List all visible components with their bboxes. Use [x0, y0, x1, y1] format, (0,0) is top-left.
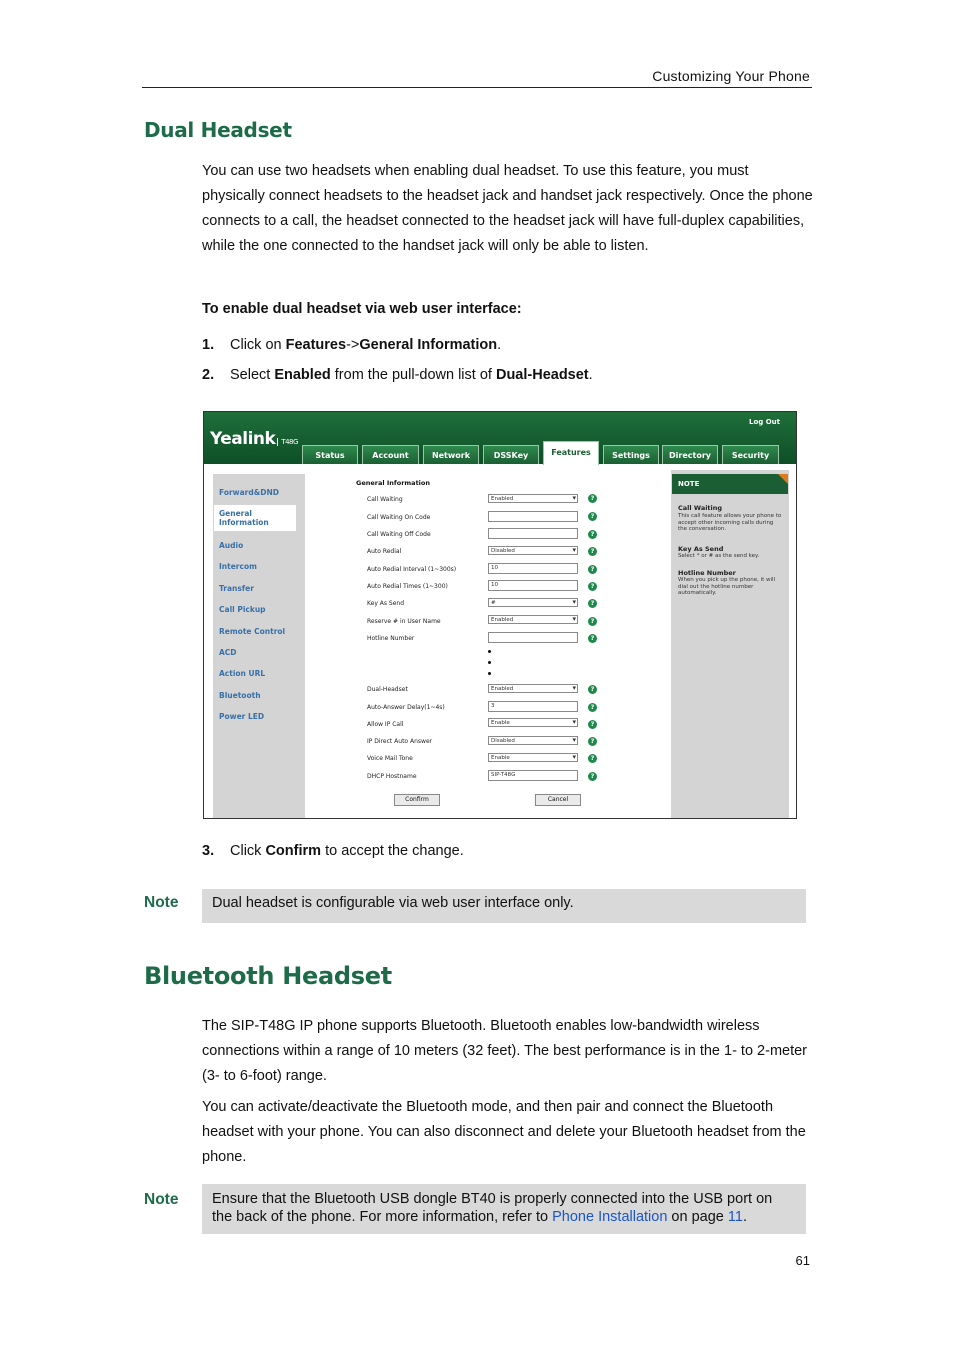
- step-text: Click on: [230, 337, 286, 353]
- header-rule: [142, 87, 812, 88]
- field-label: Key As Send: [367, 600, 405, 607]
- call-waiting-on-code-input[interactable]: [488, 511, 578, 522]
- ellipsis-dot: [488, 661, 491, 664]
- step-text: .: [497, 337, 502, 353]
- ip-direct-auto-answer-select[interactable]: Disabled ▾: [488, 736, 578, 745]
- reserve-hash-select[interactable]: Enabled ▾: [488, 615, 578, 624]
- note-item-text: Select * or # as the send key.: [678, 553, 760, 559]
- hotline-number-input[interactable]: [488, 632, 578, 643]
- phone-installation-link[interactable]: Phone Installation: [552, 1209, 668, 1225]
- help-icon[interactable]: ?: [588, 703, 597, 712]
- note-panel-header: NOTE: [672, 474, 788, 494]
- sidebar-item-audio[interactable]: Audio: [219, 541, 244, 550]
- confirm-button[interactable]: Confirm: [394, 794, 440, 806]
- note-corner-fold: [778, 474, 788, 484]
- field-label: IP Direct Auto Answer: [367, 738, 433, 745]
- note-text: .: [742, 1209, 747, 1225]
- field-label: Hotline Number: [367, 635, 415, 642]
- sidebar-item-transfer[interactable]: Transfer: [219, 584, 254, 593]
- field-label: Dual-Headset: [367, 686, 408, 693]
- page-number: 61: [795, 1253, 810, 1268]
- note-item-text: This call feature allows your phone to accept other incoming calls during the conversation.: [678, 513, 782, 532]
- running-header: Customizing Your Phone: [652, 68, 810, 84]
- help-icon[interactable]: ?: [588, 720, 597, 729]
- step-text: Select: [230, 367, 275, 383]
- sidebar-item-bluetooth[interactable]: Bluetooth: [219, 691, 261, 700]
- help-icon[interactable]: ?: [588, 685, 597, 694]
- step-bold-text: Enabled: [274, 367, 331, 383]
- auto-answer-delay-input[interactable]: 3: [488, 701, 578, 712]
- sidebar-item-general-information[interactable]: General Information: [219, 509, 269, 527]
- step-text: .: [588, 367, 593, 383]
- field-label: Allow IP Call: [367, 721, 404, 728]
- help-icon[interactable]: ?: [588, 530, 597, 539]
- step-bold-text: Dual-Headset: [495, 367, 589, 383]
- step-text: ->: [346, 337, 360, 353]
- call-waiting-select[interactable]: Enabled ▾: [488, 494, 578, 503]
- auto-redial-times-input[interactable]: 10: [488, 580, 578, 591]
- sidebar-item-remote-control[interactable]: Remote Control: [219, 627, 286, 636]
- tab-security[interactable]: Security: [722, 445, 779, 464]
- bluetooth-paragraph-2: You can activate/deactivate the Bluetooth mode, and then pair and connect the Bluetooth headset with your phone. You can also disconnect and delete your Bluetooth headset from the phone.: [202, 1099, 806, 1165]
- step-2: [202, 367, 593, 383]
- tab-network[interactable]: Network: [423, 445, 479, 464]
- content-section-title: General Information: [356, 479, 430, 487]
- field-label: Call Waiting Off Code: [367, 531, 431, 538]
- field-label: Auto Redial: [367, 548, 402, 555]
- note-label: Note: [144, 1191, 179, 1208]
- help-icon[interactable]: ?: [588, 634, 597, 643]
- ellipsis-dot: [488, 650, 491, 653]
- sidebar-item-action-url[interactable]: Action URL: [219, 669, 266, 678]
- sidebar-item-acd[interactable]: ACD: [219, 648, 237, 657]
- help-icon[interactable]: ?: [588, 547, 597, 556]
- step-number: 3.: [202, 843, 215, 859]
- tab-dsskey[interactable]: DSSKey: [483, 445, 539, 464]
- field-label: Auto Redial Times (1~300): [367, 583, 448, 590]
- help-icon[interactable]: ?: [588, 494, 597, 503]
- web-ui-content: [305, 470, 667, 818]
- step-bold-text: Confirm: [265, 843, 322, 859]
- cancel-button[interactable]: Cancel: [535, 794, 581, 806]
- help-icon[interactable]: ?: [588, 617, 597, 626]
- step-text: Click: [230, 843, 266, 859]
- tab-settings[interactable]: Settings: [603, 445, 659, 464]
- step-3: [202, 843, 464, 859]
- logout-link[interactable]: Log Out: [749, 418, 780, 426]
- note-text: on page: [667, 1209, 728, 1225]
- note-item-title: Hotline Number: [678, 569, 736, 577]
- logo-model: T48G: [277, 438, 298, 446]
- help-icon[interactable]: ?: [588, 772, 597, 781]
- field-label: DHCP Hostname: [367, 773, 417, 780]
- section-title-bluetooth-headset: Bluetooth Headset: [144, 962, 392, 990]
- note-item-title: Key As Send: [678, 545, 724, 553]
- field-label: Reserve # in User Name: [367, 618, 441, 625]
- step-text: from the pull-down list of: [330, 367, 496, 383]
- help-icon[interactable]: ?: [588, 737, 597, 746]
- yealink-logo: [210, 429, 298, 449]
- note-label: Note: [144, 894, 179, 911]
- sidebar-item-forward-dnd[interactable]: Forward&DND: [219, 488, 279, 497]
- note-item-text: When you pick up the phone, it will dial out the hotline number automatically.: [678, 577, 776, 596]
- call-waiting-off-code-input[interactable]: [488, 528, 578, 539]
- auto-redial-interval-input[interactable]: 10: [488, 563, 578, 574]
- sidebar-item-power-led[interactable]: Power LED: [219, 712, 265, 721]
- sidebar-item-intercom[interactable]: Intercom: [219, 562, 257, 571]
- sidebar-item-call-pickup[interactable]: Call Pickup: [219, 605, 266, 614]
- note-box: [202, 889, 806, 923]
- field-label: Call Waiting: [367, 496, 403, 503]
- field-label: Voice Mail Tone: [367, 755, 413, 762]
- note-item-title: Call Waiting: [678, 504, 723, 512]
- step-number: 1.: [202, 337, 215, 353]
- help-icon[interactable]: ?: [588, 582, 597, 591]
- tab-features[interactable]: Features: [543, 441, 599, 465]
- logo-text: Yealink: [210, 429, 276, 449]
- help-icon[interactable]: ?: [588, 565, 597, 574]
- key-as-send-select[interactable]: # ▾: [488, 598, 578, 607]
- section-title-dual-headset: Dual Headset: [144, 118, 292, 142]
- step-bold-text: General Information: [359, 337, 498, 353]
- page-11-link[interactable]: 11: [727, 1209, 743, 1225]
- help-icon[interactable]: ?: [588, 512, 597, 521]
- note-text: Ensure that the Bluetooth USB dongle BT40 is properly connected into the USB port on the back of the phone. For more information, refer to: [212, 1191, 773, 1225]
- web-ui-screenshot: [203, 411, 797, 819]
- help-icon[interactable]: ?: [588, 754, 597, 763]
- ellipsis-dot: [488, 672, 491, 675]
- dual-headset-paragraph: You can use two headsets when enabling dual headset. To use this feature, you must physically connect headsets to the headset jack and handset jack respectively. Once the phone connects to a call, the headset connected to the headset jack will have full-duplex capabilities, while the one connected to the handset jack will only be able to listen.: [202, 163, 813, 254]
- tab-status[interactable]: Status: [302, 445, 358, 464]
- auto-redial-select[interactable]: Disabled ▾: [488, 546, 578, 555]
- allow-ip-call-select[interactable]: Enable ▾: [488, 718, 578, 727]
- bluetooth-paragraph-1: The SIP-T48G IP phone supports Bluetooth. Bluetooth enables low-bandwidth wireless connections within a range of 10 meters (32 feet). The best performance is in the 1- to 2-meter (3- to 6-foot) range.: [202, 1018, 808, 1084]
- tab-directory[interactable]: Directory: [662, 445, 718, 464]
- field-label: Auto Redial Interval (1~300s): [367, 566, 457, 573]
- step-bold-text: Features: [285, 337, 347, 353]
- tab-account[interactable]: Account: [362, 445, 419, 464]
- field-label: Auto-Answer Delay(1~4s): [367, 704, 445, 711]
- note-text: Dual headset is configurable via web user interface only.: [212, 895, 574, 911]
- field-label: Call Waiting On Code: [367, 514, 431, 521]
- step-text: to accept the change.: [321, 843, 464, 859]
- help-icon[interactable]: ?: [588, 599, 597, 608]
- voice-mail-tone-select[interactable]: Enable ▾: [488, 753, 578, 762]
- step-number: 2.: [202, 367, 215, 383]
- dhcp-hostname-input[interactable]: SIP-T48G: [488, 770, 578, 781]
- note-box: [202, 1184, 806, 1234]
- dual-headset-select[interactable]: Enabled ▾: [488, 684, 578, 693]
- procedure-title: To enable dual headset via web user interface:: [202, 301, 522, 317]
- step-1: [202, 337, 501, 353]
